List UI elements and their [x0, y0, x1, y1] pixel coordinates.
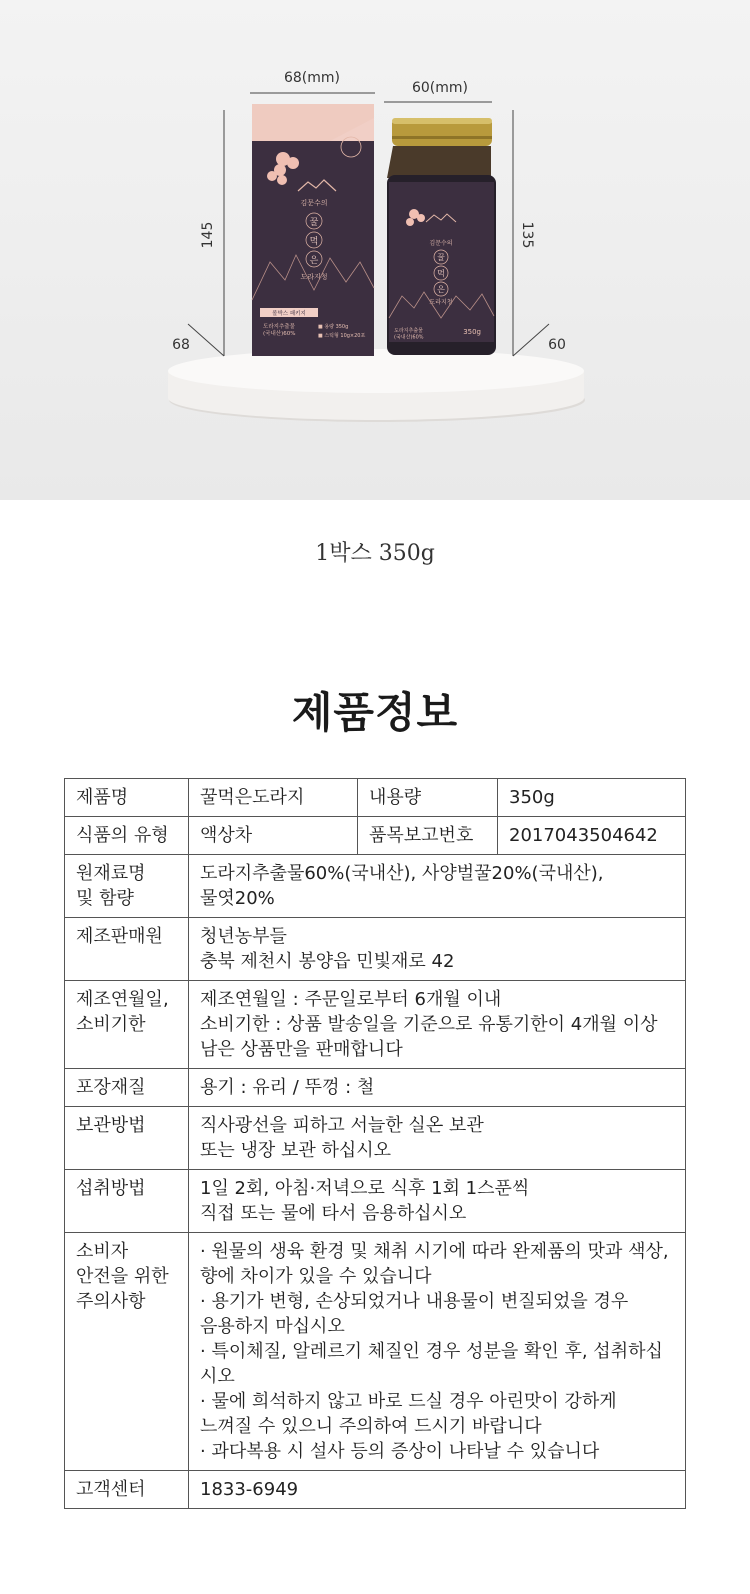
- table-value: · 원물의 생육 환경 및 채취 시기에 따라 완제품의 맛과 색상, 향에 차이가 있을 수 있습니다 · 용기가 변형, 손상되었거나 내용물이 변질되었을 경우 음용하지 마십시오 · 특이체질, 알레르기 체질인 경우 성분을 확인 후, 섭취하십시오 · 물에 희석하지 않고 바로 드실 경우 아린맛이 강하게 느껴질 수 있으니 주의하여 드시기 바랍니다 · 과다복용 시 설사 등의 증상이 나타날 수 있습니다: [189, 1233, 686, 1471]
- table-value: 청년농부들 충북 제천시 봉양읍 민빛재로 42: [189, 918, 686, 981]
- jar-name-2: 먹: [437, 269, 445, 278]
- jar-shoulder: [387, 146, 491, 178]
- section-title: 제품정보: [291, 688, 459, 737]
- table-value: 도라지추출물60%(국내산), 사양벌꿀20%(국내산), 물엿20%: [189, 855, 686, 918]
- jar-name-1: 꿀: [437, 253, 445, 262]
- table-value: 1833-6949: [189, 1471, 686, 1509]
- jar-height-label: 135: [519, 221, 535, 249]
- table-label: 원재료명 및 함량: [65, 855, 189, 918]
- table-label: 제조연월일, 소비기한: [65, 981, 189, 1069]
- table-row: [65, 1069, 686, 1107]
- box-name-1: 꿀: [309, 218, 319, 228]
- table-row: [65, 1170, 686, 1233]
- box-width-label: 68(mm): [283, 70, 341, 86]
- table-row: [65, 1107, 686, 1170]
- table-label: 품목보고번호: [358, 817, 498, 855]
- box-depth-label: 68: [172, 337, 190, 353]
- table-value: 액상차: [189, 817, 358, 855]
- table-row: [65, 855, 686, 918]
- table-row: [65, 1233, 686, 1471]
- table-label: 식품의 유형: [65, 817, 189, 855]
- table-label: 보관방법: [65, 1107, 189, 1170]
- table-value: 직사광선을 피하고 서늘한 실온 보관 또는 냉장 보관 하십시오: [189, 1107, 686, 1170]
- box-brand: 김문수의: [300, 199, 328, 207]
- table-row: [65, 981, 686, 1069]
- box-spec-2: ■ 스틱형 10g×20포: [318, 333, 366, 339]
- product-box: [252, 104, 374, 356]
- table-label: 소비자 안전을 위한 주의사항: [65, 1233, 189, 1471]
- jar-subtitle: 도라지청: [429, 299, 453, 306]
- table-value: 1일 2회, 아침·저녁으로 식후 1회 1스푼씩 직접 또는 물에 타서 음용하십시오: [189, 1170, 686, 1233]
- box-ribbon-text: 볼박스 패키지: [272, 311, 306, 317]
- table-row: [65, 817, 686, 855]
- box-subtitle: 도라지청: [300, 273, 328, 281]
- table-label: 내용량: [358, 779, 498, 817]
- jar-brand: 김문수의: [429, 240, 453, 247]
- table-value: 용기 : 유리 / 뚜껑 : 철: [189, 1069, 686, 1107]
- product-photo: [0, 0, 750, 500]
- jar-weight: 350g: [463, 328, 481, 336]
- box-name-2: 먹: [309, 237, 319, 247]
- table-label: 제품명: [65, 779, 189, 817]
- box-spec-1: ■ 용량 350g: [318, 324, 349, 330]
- table-value: 2017043504642: [498, 817, 686, 855]
- table-label: 포장재질: [65, 1069, 189, 1107]
- table-value: 제조연월일 : 주문일로부터 6개월 이내 소비기한 : 상품 발송일을 기준으로 유통기한이 4개월 이상 남은 상품만을 판매합니다: [189, 981, 686, 1069]
- table-value: 350g: [498, 779, 686, 817]
- table-row: [65, 779, 686, 817]
- jar-width-label: 60(mm): [411, 80, 469, 96]
- product-jar: [387, 118, 496, 355]
- box-depth-line: [188, 324, 224, 356]
- box-ingredients: 도라지추출물 (국내산)60%: [263, 324, 296, 337]
- product-caption: 1박스 350g: [315, 541, 435, 566]
- jar-ingredients: 도라지추출물 (국내산)60%: [394, 328, 424, 341]
- table-label: 고객센터: [65, 1471, 189, 1509]
- pedestal-top: [168, 349, 584, 393]
- jar-label: [389, 182, 494, 342]
- table-row: [65, 1471, 686, 1509]
- jar-depth-label: 60: [548, 337, 566, 353]
- product-illustration: [0, 0, 750, 500]
- table-label: 섭취방법: [65, 1170, 189, 1233]
- box-name-3: 은: [309, 256, 319, 266]
- table-label: 제조판매원: [65, 918, 189, 981]
- table-row: [65, 918, 686, 981]
- jar-depth-line: [513, 324, 549, 356]
- jar-name-3: 은: [437, 285, 445, 294]
- table-value: 꿀먹은도라지: [189, 779, 358, 817]
- box-height-label: 145: [200, 221, 216, 249]
- product-info-table: [64, 778, 686, 1509]
